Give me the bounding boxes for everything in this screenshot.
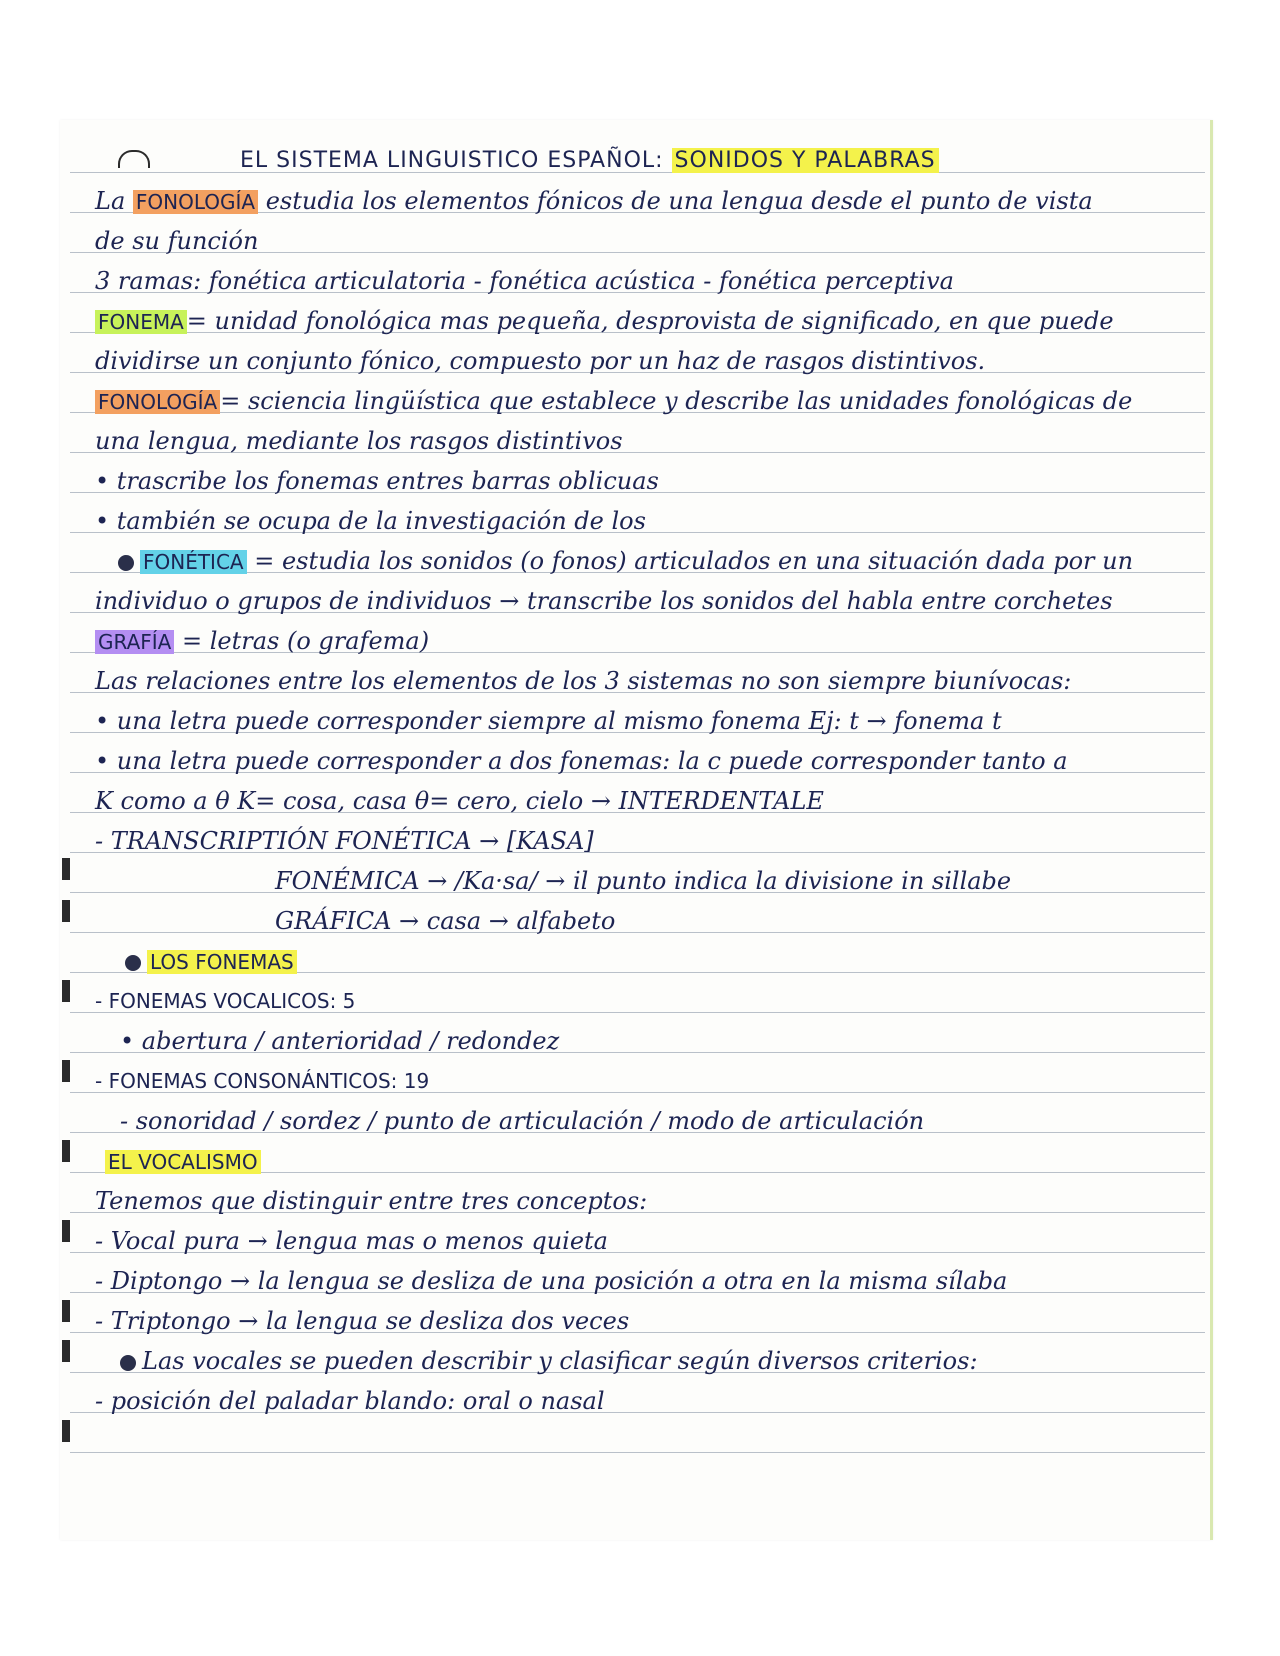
note-line: una lengua, mediante los rasgos distintivos <box>95 427 623 455</box>
note-line: - Triptongo → la lengua se desliza dos veces <box>95 1307 630 1335</box>
bullet-icon <box>120 1355 136 1371</box>
note-line: - FONEMAS VOCALICOS: 5 <box>95 989 356 1013</box>
note-line: - sonoridad / sordez / punto de articulación / modo de articulación <box>120 1107 925 1135</box>
title-prefix: EL SISTEMA LINGUISTICO ESPAÑOL: <box>240 148 672 173</box>
note-line: K como a θ K= cosa, casa θ= cero, cielo → INTERDENTALE <box>95 787 824 815</box>
note-line: GRÁFICA → casa → alfabeto <box>275 907 616 935</box>
term-fonetica: FONÉTICA <box>140 550 247 574</box>
term-fonema: FONEMA <box>95 310 187 334</box>
section-heading: EL VOCALISMO <box>105 1150 261 1174</box>
page-title <box>240 148 939 173</box>
note-line: Las relaciones entre los elementos de los 3 sistemas no son siempre biunívocas: <box>95 667 1072 695</box>
note-text: estudia los elementos fónicos de una lengua desde el punto de vista <box>258 187 1093 215</box>
note-line: - Vocal pura → lengua mas o menos quieta <box>95 1227 608 1255</box>
note-line <box>125 946 297 977</box>
note-line <box>95 306 1114 337</box>
note-line <box>95 186 1093 217</box>
note-line: • trascribe los fonemas entres barras oblicuas <box>95 467 659 495</box>
margin-mark <box>62 1340 70 1362</box>
note-line: • una letra puede corresponder siempre al mismo fonema Ej: t → fonema t <box>95 707 1002 735</box>
note-line: - TRANSCRIPTIÓN FONÉTICA → [KASA] <box>95 827 594 855</box>
note-line: Tenemos que distinguir entre tres conceptos: <box>95 1187 648 1215</box>
note-text: = estudia los sonidos (o fonos) articulados en una situación dada por un <box>246 547 1134 575</box>
term-fonologia: FONOLOGÍA <box>133 190 258 214</box>
margin-mark <box>62 900 70 922</box>
binder-hole-icon <box>118 150 150 168</box>
title-highlight: SONIDOS Y PALABRAS <box>672 148 939 173</box>
note-line <box>105 1146 261 1177</box>
note-text: Las vocales se pueden describir y clasificar según diversos criterios: <box>142 1347 978 1375</box>
note-line: • una letra puede corresponder a dos fonemas: la c puede corresponder tanto a <box>95 747 1068 775</box>
margin-mark <box>62 858 70 880</box>
bullet-icon <box>118 555 134 571</box>
note-line: FONÉMICA → /Ka·sa/ → il punto indica la divisione in sillabe <box>275 867 1012 895</box>
margin-mark <box>62 980 70 1002</box>
note-line: - Diptongo → la lengua se desliza de una posición a otra en la misma sílaba <box>95 1267 1008 1295</box>
note-text: = unidad fonológica mas pequeña, desprovista de significado, en que puede <box>186 307 1114 335</box>
bullet-icon <box>125 955 141 971</box>
note-line: - FONEMAS CONSONÁNTICOS: 19 <box>95 1069 430 1093</box>
note-line: individuo o grupos de individuos → transcribe los sonidos del habla entre corchetes <box>95 587 1113 615</box>
term-grafia: GRAFÍA <box>95 630 174 654</box>
margin-mark <box>62 1300 70 1322</box>
note-text: = letras (o grafema) <box>174 627 430 655</box>
note-line <box>95 386 1132 417</box>
note-text: = sciencia lingüística que establece y describe las unidades fonológicas de <box>220 387 1133 415</box>
note-line: • abertura / anterioridad / redondez <box>120 1027 560 1055</box>
note-line: 3 ramas: fonética articulatoria - fonética acústica - fonética perceptiva <box>95 267 954 295</box>
note-text: La <box>95 187 133 215</box>
section-heading: LOS FONEMAS <box>147 950 297 974</box>
term-fonologia: FONOLOGÍA <box>95 390 220 414</box>
note-line: • también se ocupa de la investigación de los <box>95 507 646 535</box>
margin-mark <box>62 1420 70 1442</box>
note-line: - posición del paladar blando: oral o nasal <box>95 1387 605 1415</box>
note-line <box>118 546 1133 577</box>
note-line: de su función <box>95 227 259 255</box>
note-line: dividirse un conjunto fónico, compuesto por un haz de rasgos distintivos. <box>95 347 986 375</box>
margin-mark <box>62 1220 70 1242</box>
note-line <box>120 1346 978 1376</box>
margin-mark <box>62 1140 70 1162</box>
note-line <box>95 626 429 657</box>
margin-mark <box>62 1060 70 1082</box>
